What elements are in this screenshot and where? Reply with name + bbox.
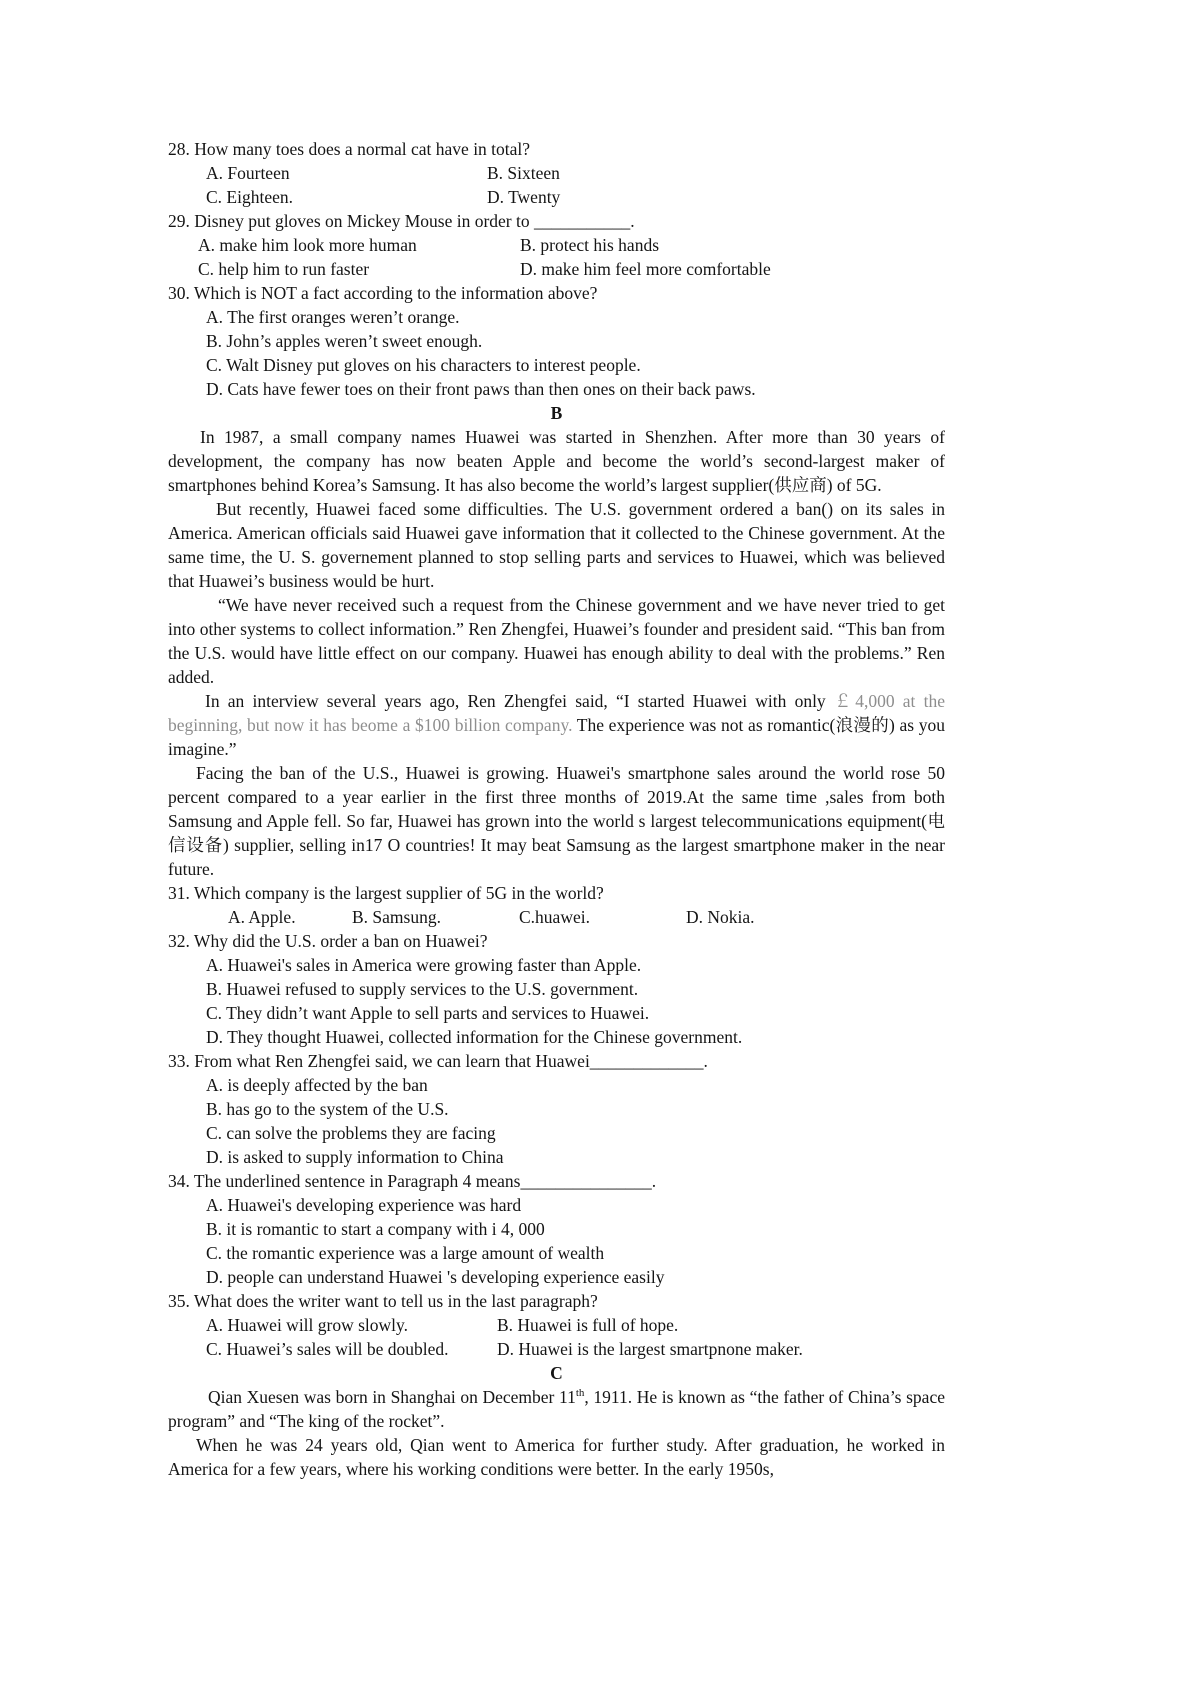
question-34-stem: 34. The underlined sentence in Paragraph 4 means_______________. — [168, 1171, 657, 1191]
question-33 — [168, 1049, 945, 1169]
passage-c — [168, 1385, 945, 1481]
question-33-option-d: D. is asked to supply information to China — [206, 1147, 504, 1167]
question-31 — [168, 881, 945, 929]
passage-b — [168, 425, 945, 881]
question-31-option-b: B. Samsung. — [352, 907, 441, 927]
question-35-option-b: B. Huawei is full of hope. — [497, 1315, 679, 1335]
question-32-option-b: B. Huawei refused to supply services to the U.S. government. — [206, 979, 639, 999]
passage-b-paragraph-3: “We have never received such a request from the Chinese government and we have never tried to get into other systems to collect information.” Ren Zhengfei, Huawei’s founder and president said. “This ban from the U.S. would have little effect on our company. Huawei has enough ability to deal with the problems.” Ren added. — [168, 595, 945, 687]
question-31-option-c: C.huawei. — [519, 907, 590, 927]
question-31-option-d: D. Nokia. — [686, 907, 755, 927]
passage-b-paragraph-2: But recently, Huawei faced some difficulties. The U.S. government ordered a ban() on its sales in America. American officials said Huawei gave information that it collected to the Chinese government. At the same time, the U. S. governement planned to stop selling parts and services to Huawei, which was believed that Huawei’s business would be hurt. — [168, 499, 945, 591]
question-28-option-d: D. Twenty — [487, 187, 561, 207]
passage-b-paragraph-1: In 1987, a small company names Huawei was started in Shenzhen. After more than 30 years of development, the company has now beaten Apple and become the world’s second-largest maker of smartphones behind Korea’s Samsung. It has also become the world’s largest supplier(供应商) of 5G. — [168, 427, 945, 495]
question-28-option-a: A. Fourteen — [206, 163, 290, 183]
question-35-options-row-2 — [168, 1337, 945, 1361]
passage-b-paragraph-4 — [168, 689, 945, 761]
question-32-option-c: C. They didn’t want Apple to sell parts and services to Huawei. — [206, 1003, 650, 1023]
question-32 — [168, 929, 945, 1049]
question-35 — [168, 1289, 945, 1361]
paragraph-4-lead-text: In an interview several years ago, Ren Zhengfei said, “I started Huawei with only — [205, 691, 834, 711]
paragraph-c1-lead-text: Qian Xuesen was born in Shanghai on December 11 — [208, 1387, 576, 1407]
question-33-option-c: C. can solve the problems they are facing — [206, 1123, 496, 1143]
question-28-options-row-2 — [168, 185, 945, 209]
question-28-stem: 28. How many toes does a normal cat have in total? — [168, 139, 531, 159]
question-35-option-a: A. Huawei will grow slowly. — [206, 1315, 409, 1335]
question-28-option-c: C. Eighteen. — [206, 187, 293, 207]
section-c-heading: C — [550, 1363, 563, 1383]
question-30-stem: 30. Which is NOT a fact according to the information above? — [168, 283, 598, 303]
question-32-option-d: D. They thought Huawei, collected information for the Chinese government. — [206, 1027, 743, 1047]
question-30-option-a: A. The first oranges weren’t orange. — [206, 307, 460, 327]
section-b-heading: B — [550, 403, 563, 423]
question-33-stem: 33. From what Ren Zhengfei said, we can learn that Huawei_____________. — [168, 1051, 708, 1071]
question-29-options-row-2 — [168, 257, 945, 281]
question-34-option-d: D. people can understand Huawei 's developing experience easily — [206, 1267, 665, 1287]
question-29-option-a: A. make him look more human — [198, 235, 417, 255]
question-29 — [168, 209, 945, 281]
question-33-option-a: A. is deeply affected by the ban — [206, 1075, 428, 1095]
question-31-option-a: A. Apple. — [228, 907, 296, 927]
ordinal-superscript: th — [575, 1387, 585, 1400]
question-28-options-row-1 — [168, 161, 945, 185]
passage-b-paragraph-5: Facing the ban of the U.S., Huawei is growing. Huawei's smartphone sales around the world rose 50 percent compared to a year earlier in the first three months of 2019.At the same time ,sales from both Samsung and Apple fell. So far, Huawei has grown into the world s largest telecommunications equipment(电信设备) supplier, selling in17 O countries! It may beat Samsung as the largest smartphone maker in the near future. — [168, 763, 945, 879]
question-34-option-b: B. it is romantic to start a company with i 4, 000 — [206, 1219, 545, 1239]
question-29-option-b: B. protect his hands — [520, 235, 660, 255]
question-29-options-row-1 — [168, 233, 945, 257]
question-35-option-c: C. Huawei’s sales will be doubled. — [206, 1339, 449, 1359]
question-35-options-row-1 — [168, 1313, 945, 1337]
passage-c-paragraph-2: When he was 24 years old, Qian went to America for further study. After graduation, he worked in America for a few years, where his working conditions were better. In the early 1950s, — [168, 1435, 945, 1479]
question-29-option-c: C. help him to run faster — [198, 259, 370, 279]
question-29-stem: 29. Disney put gloves on Mickey Mouse in order to ___________. — [168, 211, 635, 231]
question-34 — [168, 1169, 945, 1289]
question-30 — [168, 281, 945, 401]
question-30-option-d: D. Cats have fewer toes on their front paws than then ones on their back paws. — [206, 379, 756, 399]
question-31-stem: 31. Which company is the largest supplier of 5G in the world? — [168, 883, 604, 903]
question-28 — [168, 137, 945, 209]
question-30-option-c: C. Walt Disney put gloves on his characters to interest people. — [206, 355, 641, 375]
question-32-stem: 32. Why did the U.S. order a ban on Huawei? — [168, 931, 488, 951]
passage-c-paragraph-1 — [168, 1385, 945, 1433]
question-29-option-d: D. make him feel more comfortable — [520, 259, 771, 279]
question-32-option-a: A. Huawei's sales in America were growing faster than Apple. — [206, 955, 642, 975]
paragraph-4-tail-text: The experience was not as romantic(浪漫的) as you imagine.” — [168, 715, 945, 759]
question-28-option-b: B. Sixteen — [487, 163, 560, 183]
question-31-options-row — [168, 905, 945, 929]
question-34-option-a: A. Huawei's developing experience was hard — [206, 1195, 522, 1215]
question-35-stem: 35. What does the writer want to tell us in the last paragraph? — [168, 1291, 598, 1311]
question-33-option-b: B. has go to the system of the U.S. — [206, 1099, 449, 1119]
question-30-option-b: B. John’s apples weren’t sweet enough. — [206, 331, 483, 351]
question-34-option-c: C. the romantic experience was a large amount of wealth — [206, 1243, 605, 1263]
question-35-option-d: D. Huawei is the largest smartpnone maker. — [497, 1339, 803, 1359]
paragraph-c1-tail-text: , 1911. He is known as “the father of China’s space program” and “The king of the rocket”. — [168, 1387, 945, 1431]
underlined-sentence: ￡4,000 at the beginning, but now it has beome a $100 billion company. — [168, 691, 945, 735]
